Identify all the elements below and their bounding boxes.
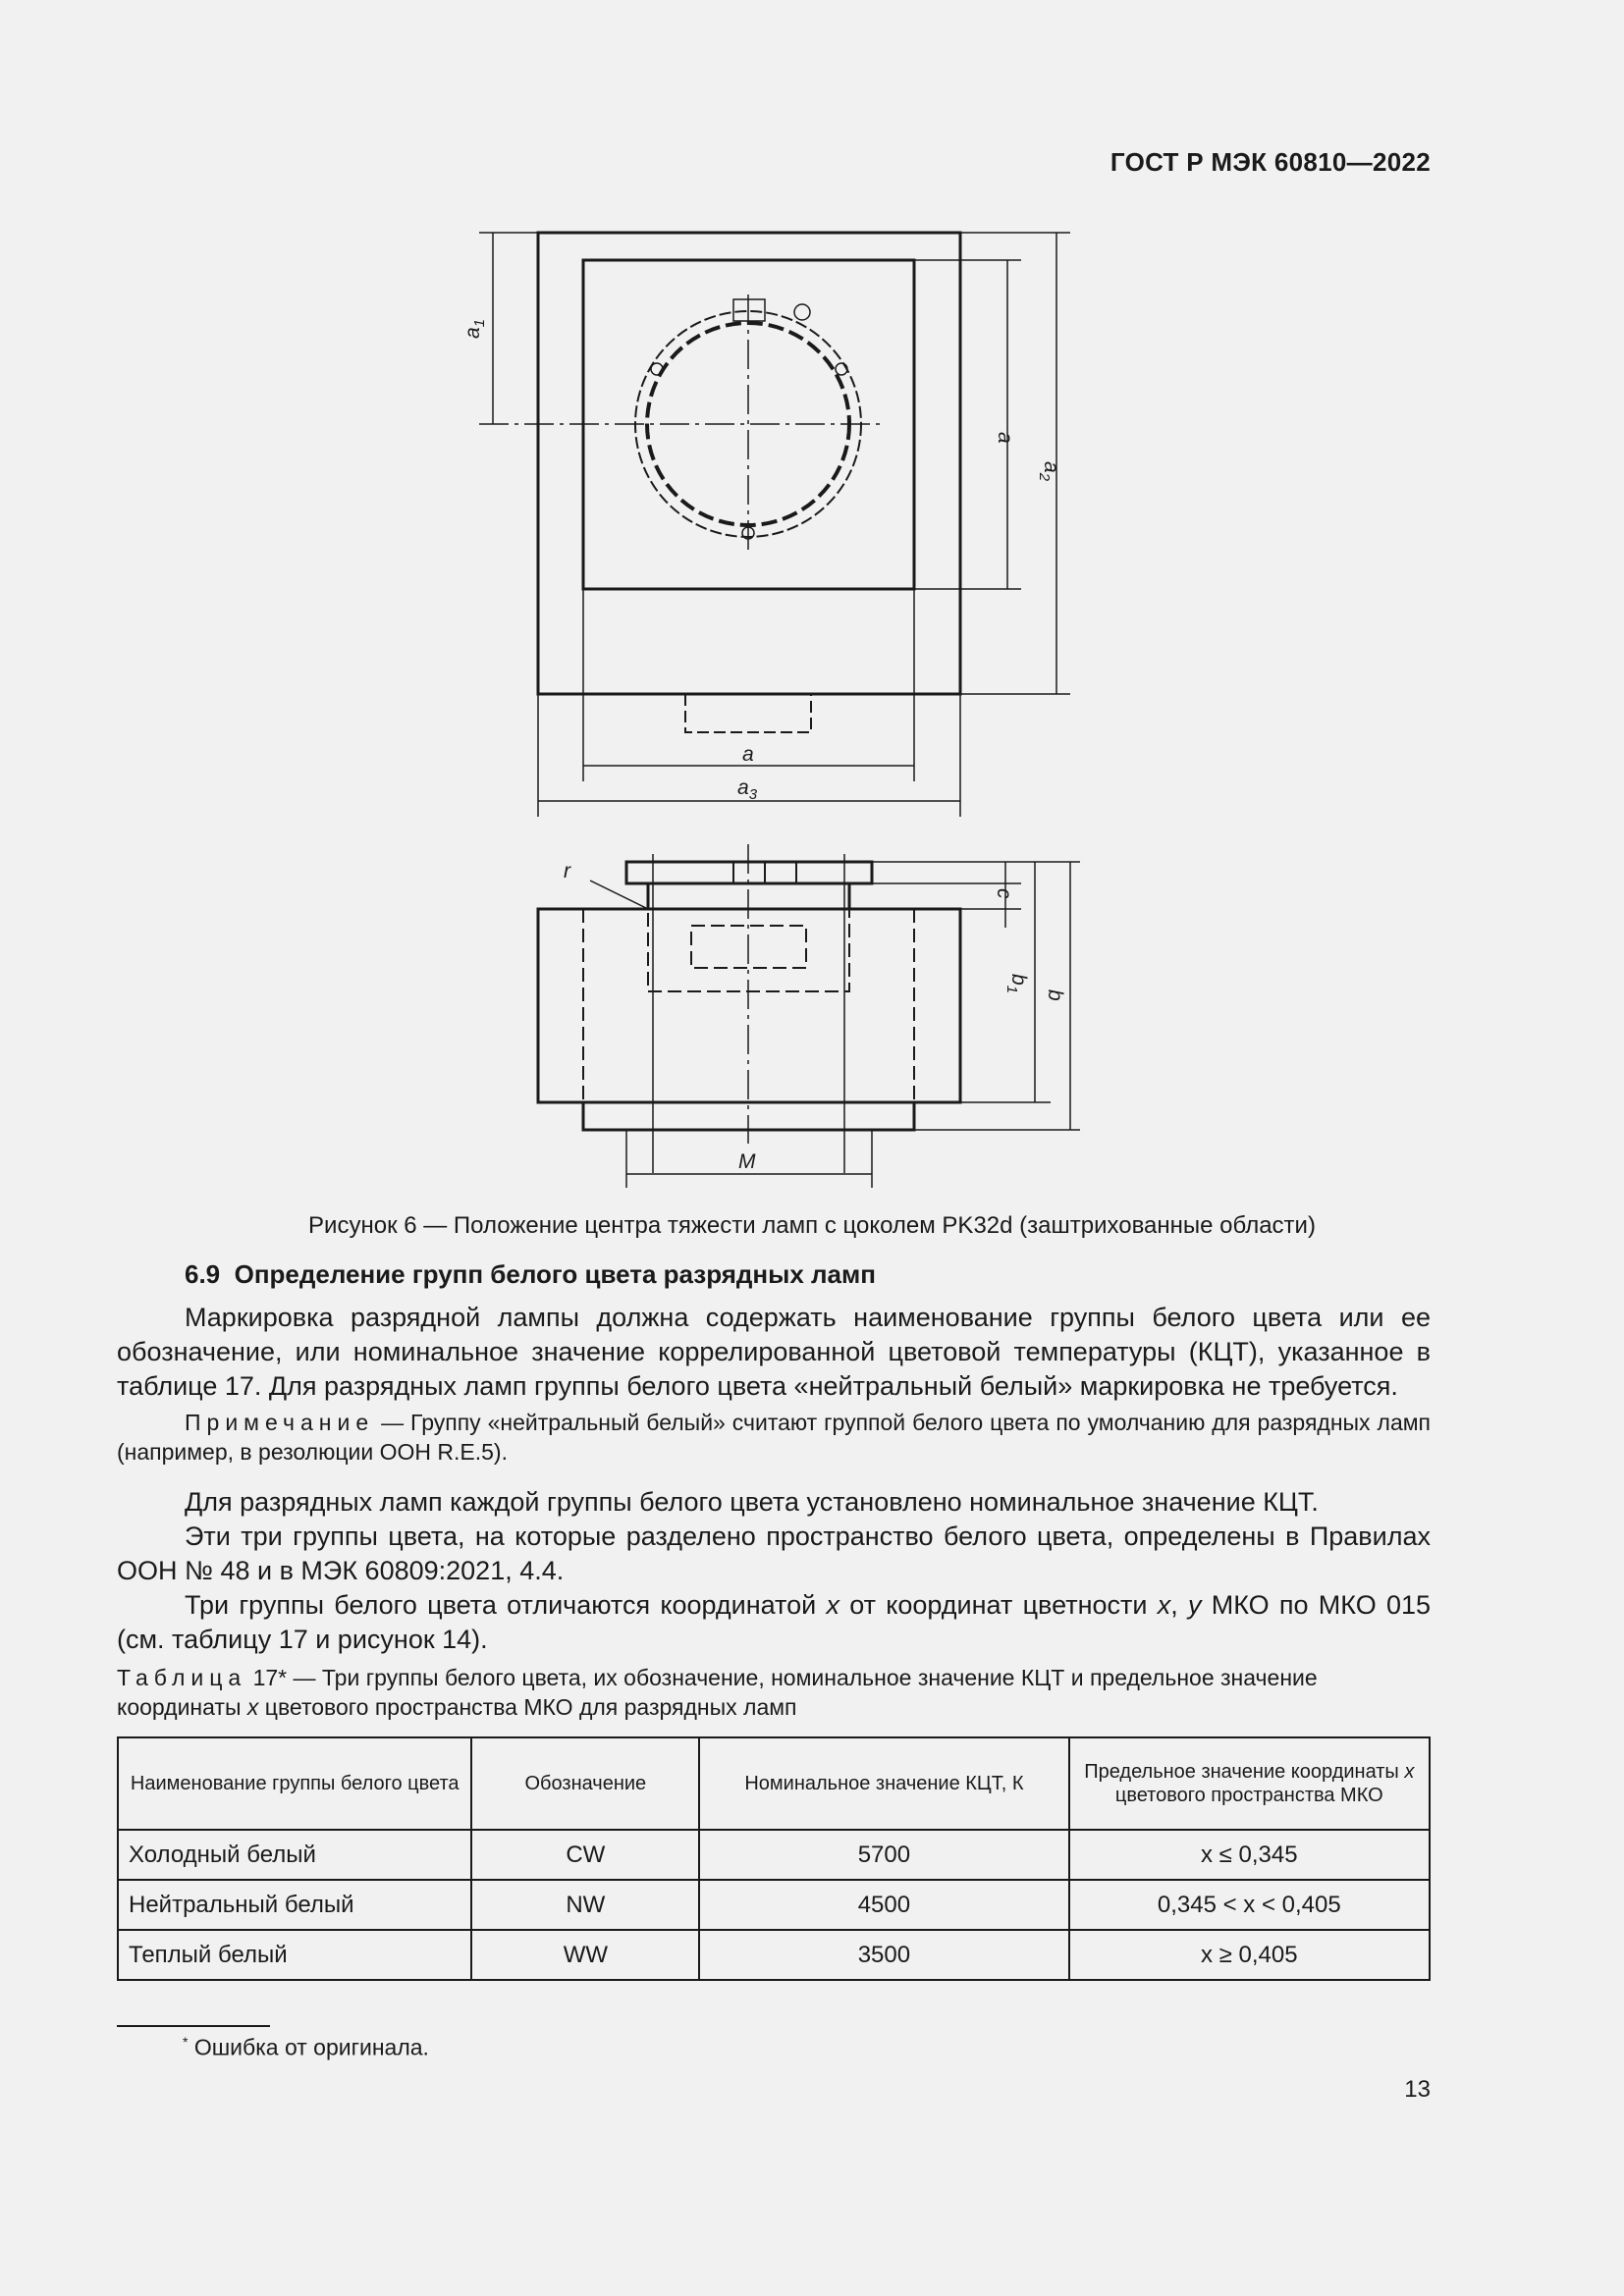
- cell-cct: 5700: [699, 1830, 1068, 1880]
- paragraphs-block: [117, 1485, 1431, 1657]
- cell-name: Нейтральный белый: [118, 1880, 471, 1930]
- cell-name: Холодный белый: [118, 1830, 471, 1880]
- label-r: r: [564, 860, 570, 882]
- label-a-bottom: a: [742, 743, 754, 766]
- table-row: [118, 1830, 1430, 1880]
- label-a1: $a_1$: [461, 318, 488, 339]
- paragraph-2: Для разрядных ламп каждой группы белого цвета установлено номинальное значение КЦТ.: [185, 1487, 1319, 1517]
- table-caption: Таблица 17* — Три группы белого цвета, их обозначение, номинальное значение КЦТ и предельное значение координаты x цветового пространства МКО для разрядных ламп: [117, 1665, 1318, 1720]
- paragraph-1-block: [117, 1301, 1431, 1404]
- note-label: Примечание: [185, 1410, 375, 1435]
- label-a2: $a_2$: [1036, 461, 1062, 482]
- cell-cct: 3500: [699, 1930, 1068, 1980]
- footnote: * Ошибка от оригинала.: [183, 2034, 429, 2060]
- table-header-row: [118, 1737, 1430, 1830]
- note-text: — Группу «нейтральный белый» считают группой белого цвета по умолчанию для разрядных ламп (например, в резолюции ООН R.E.5).: [117, 1410, 1431, 1465]
- white-color-groups-table: [117, 1736, 1431, 1981]
- figure-caption: Рисунок 6 — Положение центра тяжести ламп с цоколем PK32d (заштрихованные области): [308, 1212, 1316, 1239]
- label-a-right: a: [994, 432, 1016, 444]
- header-code: Обозначение: [471, 1737, 699, 1830]
- cell-limit: 0,345 < x < 0,405: [1069, 1880, 1430, 1930]
- table-row: [118, 1930, 1430, 1980]
- note: [117, 1408, 1431, 1467]
- label-c: c: [993, 888, 1015, 899]
- cell-code: WW: [471, 1930, 699, 1980]
- paragraph-4: Три группы белого цвета отличаются координатой x от координат цветности x, y МКО по МКО 015 (см. таблицу 17 и рисунок 14).: [117, 1590, 1431, 1654]
- page-number: 13: [1404, 2076, 1431, 2103]
- section-heading: [185, 1259, 876, 1290]
- header-cct: Номинальное значение КЦТ, К: [699, 1737, 1068, 1830]
- label-a3: $a_3$: [737, 776, 758, 803]
- cell-cct: 4500: [699, 1880, 1068, 1930]
- cell-code: NW: [471, 1880, 699, 1930]
- label-b: b: [1044, 989, 1066, 1001]
- document-header: ГОСТ Р МЭК 60810—2022: [1110, 147, 1431, 177]
- header-limit: Предельное значение координаты x цветового пространства МКО: [1069, 1737, 1430, 1830]
- dimension-lines: [479, 233, 1070, 817]
- label-b1: $b_1$: [1003, 974, 1030, 994]
- cell-name: Теплый белый: [118, 1930, 471, 1980]
- label-m: M: [738, 1150, 756, 1173]
- header-name: Наименование группы белого цвета: [118, 1737, 471, 1830]
- section-title: Определение групп белого цвета разрядных ламп: [234, 1259, 876, 1289]
- table-row: [118, 1880, 1430, 1930]
- cell-code: CW: [471, 1830, 699, 1880]
- section-number: 6.9: [185, 1259, 221, 1289]
- paragraph-3: Эти три группы цвета, на которые разделено пространство белого цвета, определены в Правилах ООН № 48 и в МЭК 60809:2021, 4.4.: [117, 1522, 1431, 1585]
- footnote-divider: [117, 2025, 270, 2027]
- paragraph-1: Маркировка разрядной лампы должна содержать наименование группы белого цвета или ее обозначение, или номинальное значение коррелированной цветовой температуры (КЦТ), указанное в таблице 17. Для разрядных ламп группы белого цвета «нейтральный белый» маркировка не требуется.: [117, 1303, 1431, 1401]
- cell-limit: x ≥ 0,405: [1069, 1930, 1430, 1980]
- cell-limit: x ≤ 0,345: [1069, 1830, 1430, 1880]
- top-view: [479, 233, 960, 732]
